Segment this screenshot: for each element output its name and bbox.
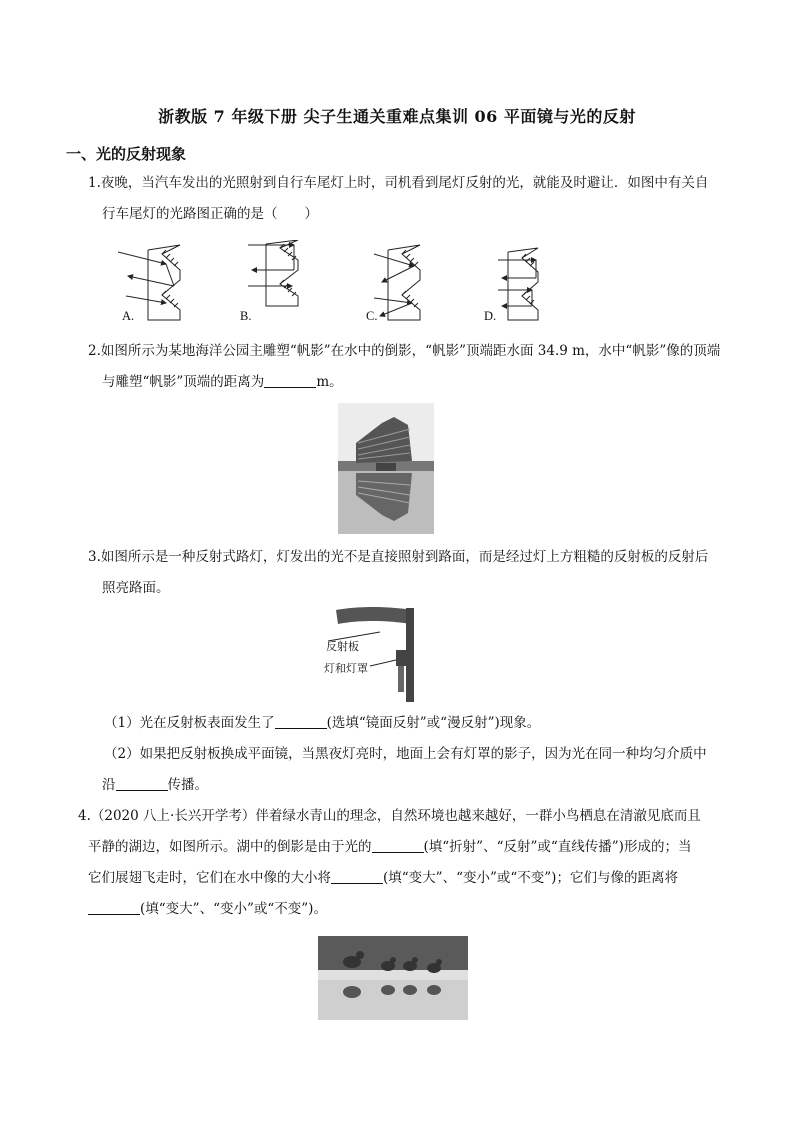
- question-2: [88, 336, 728, 398]
- q2-line2-suffix: m。: [316, 374, 343, 390]
- q3-line2: 照亮路面。: [102, 580, 170, 596]
- option-d-diagram[interactable]: [498, 248, 538, 320]
- label-lamp-shade: 灯和灯罩: [324, 662, 368, 675]
- option-c-label[interactable]: C.: [366, 309, 378, 323]
- q1-line1: 1.夜晚，当汽车发出的光照射到自行车尾灯上时，司机看到尾灯反射的光，就能及时避让．如图中有关自: [88, 175, 709, 191]
- q3-sub1: [104, 708, 744, 739]
- q3-line1: 3.如图所示是一种反射式路灯，灯发出的光不是直接照射到路面，而是经过灯上方粗糙的反射板的反射后: [88, 549, 709, 565]
- q3-sub2-suffix: 传播。: [167, 777, 208, 793]
- q3-sub2: [104, 739, 744, 770]
- question-1: [88, 168, 728, 230]
- option-b-diagram[interactable]: [248, 240, 298, 306]
- q4-line4-suffix: (填“变大”、“变小”或“不变”)。: [140, 901, 327, 917]
- sail-sculpture-photo: [338, 403, 434, 534]
- q3-sub1-suffix: (选填“镜面反射”或“漫反射”)现象。: [326, 715, 541, 731]
- q1-line2: 行车尾灯的光路图正确的是（ ）: [102, 206, 318, 222]
- q4-blank-1[interactable]: [372, 838, 424, 853]
- page-title: 浙教版 7 年级下册 尖子生通关重难点集训 06 平面镜与光的反射: [158, 107, 636, 126]
- q4-line1: 4.（2020 八上·长兴开学考）伴着绿水青山的理念，自然环境也越来越好，一群小鸟栖息在清澈见底而且: [78, 808, 701, 824]
- q4-line2-prefix: 平静的湖边，如图所示。湖中的倒影是由于光的: [88, 839, 372, 855]
- q2-line2-prefix: 与雕塑“帆影”顶端的距离为: [102, 374, 265, 390]
- option-b-label[interactable]: B.: [240, 309, 252, 323]
- q3-sub2-prefix: 沿: [102, 777, 116, 793]
- option-c-diagram[interactable]: [374, 245, 420, 320]
- q4-blank-2[interactable]: [331, 869, 383, 884]
- q3-sub2-line2: [88, 770, 728, 801]
- birds-reflection-photo: [318, 936, 468, 1020]
- label-reflector: 反射板: [326, 640, 359, 653]
- question-4: [78, 801, 728, 925]
- q3-sub1-blank[interactable]: [275, 714, 327, 729]
- q3-sub2-line1: （2）如果把反射板换成平面镜，当黑夜灯亮时，地面上会有灯罩的影子，因为光在同一种均匀介质中: [104, 746, 707, 762]
- question-3: [88, 542, 728, 604]
- q2-answer-blank[interactable]: [264, 373, 316, 388]
- option-a-label[interactable]: A.: [122, 309, 135, 323]
- q4-line3-prefix: 它们展翅飞走时，它们在水中像的大小将: [88, 870, 331, 886]
- q3-sub1-prefix: （1）光在反射板表面发生了: [104, 715, 275, 731]
- q3-sub2-blank[interactable]: [116, 776, 168, 791]
- section-heading: 一、光的反射现象: [66, 145, 187, 163]
- q4-blank-3[interactable]: [88, 900, 140, 915]
- street-lamp-diagram: [318, 604, 422, 704]
- q4-line3-suffix: (填“变大”、“变小”或“不变”)；它们与像的距离将: [383, 870, 678, 886]
- q4-line2-suffix: (填“折射”、“反射”或“直线传播”)形成的；当: [423, 839, 692, 855]
- option-d-label[interactable]: D.: [484, 309, 497, 323]
- q2-line1: 2.如图所示为某地海洋公园主雕塑“帆影”在水中的倒影，“帆影”顶端距水面 34.9 m，水中“帆影”像的顶端: [88, 343, 721, 359]
